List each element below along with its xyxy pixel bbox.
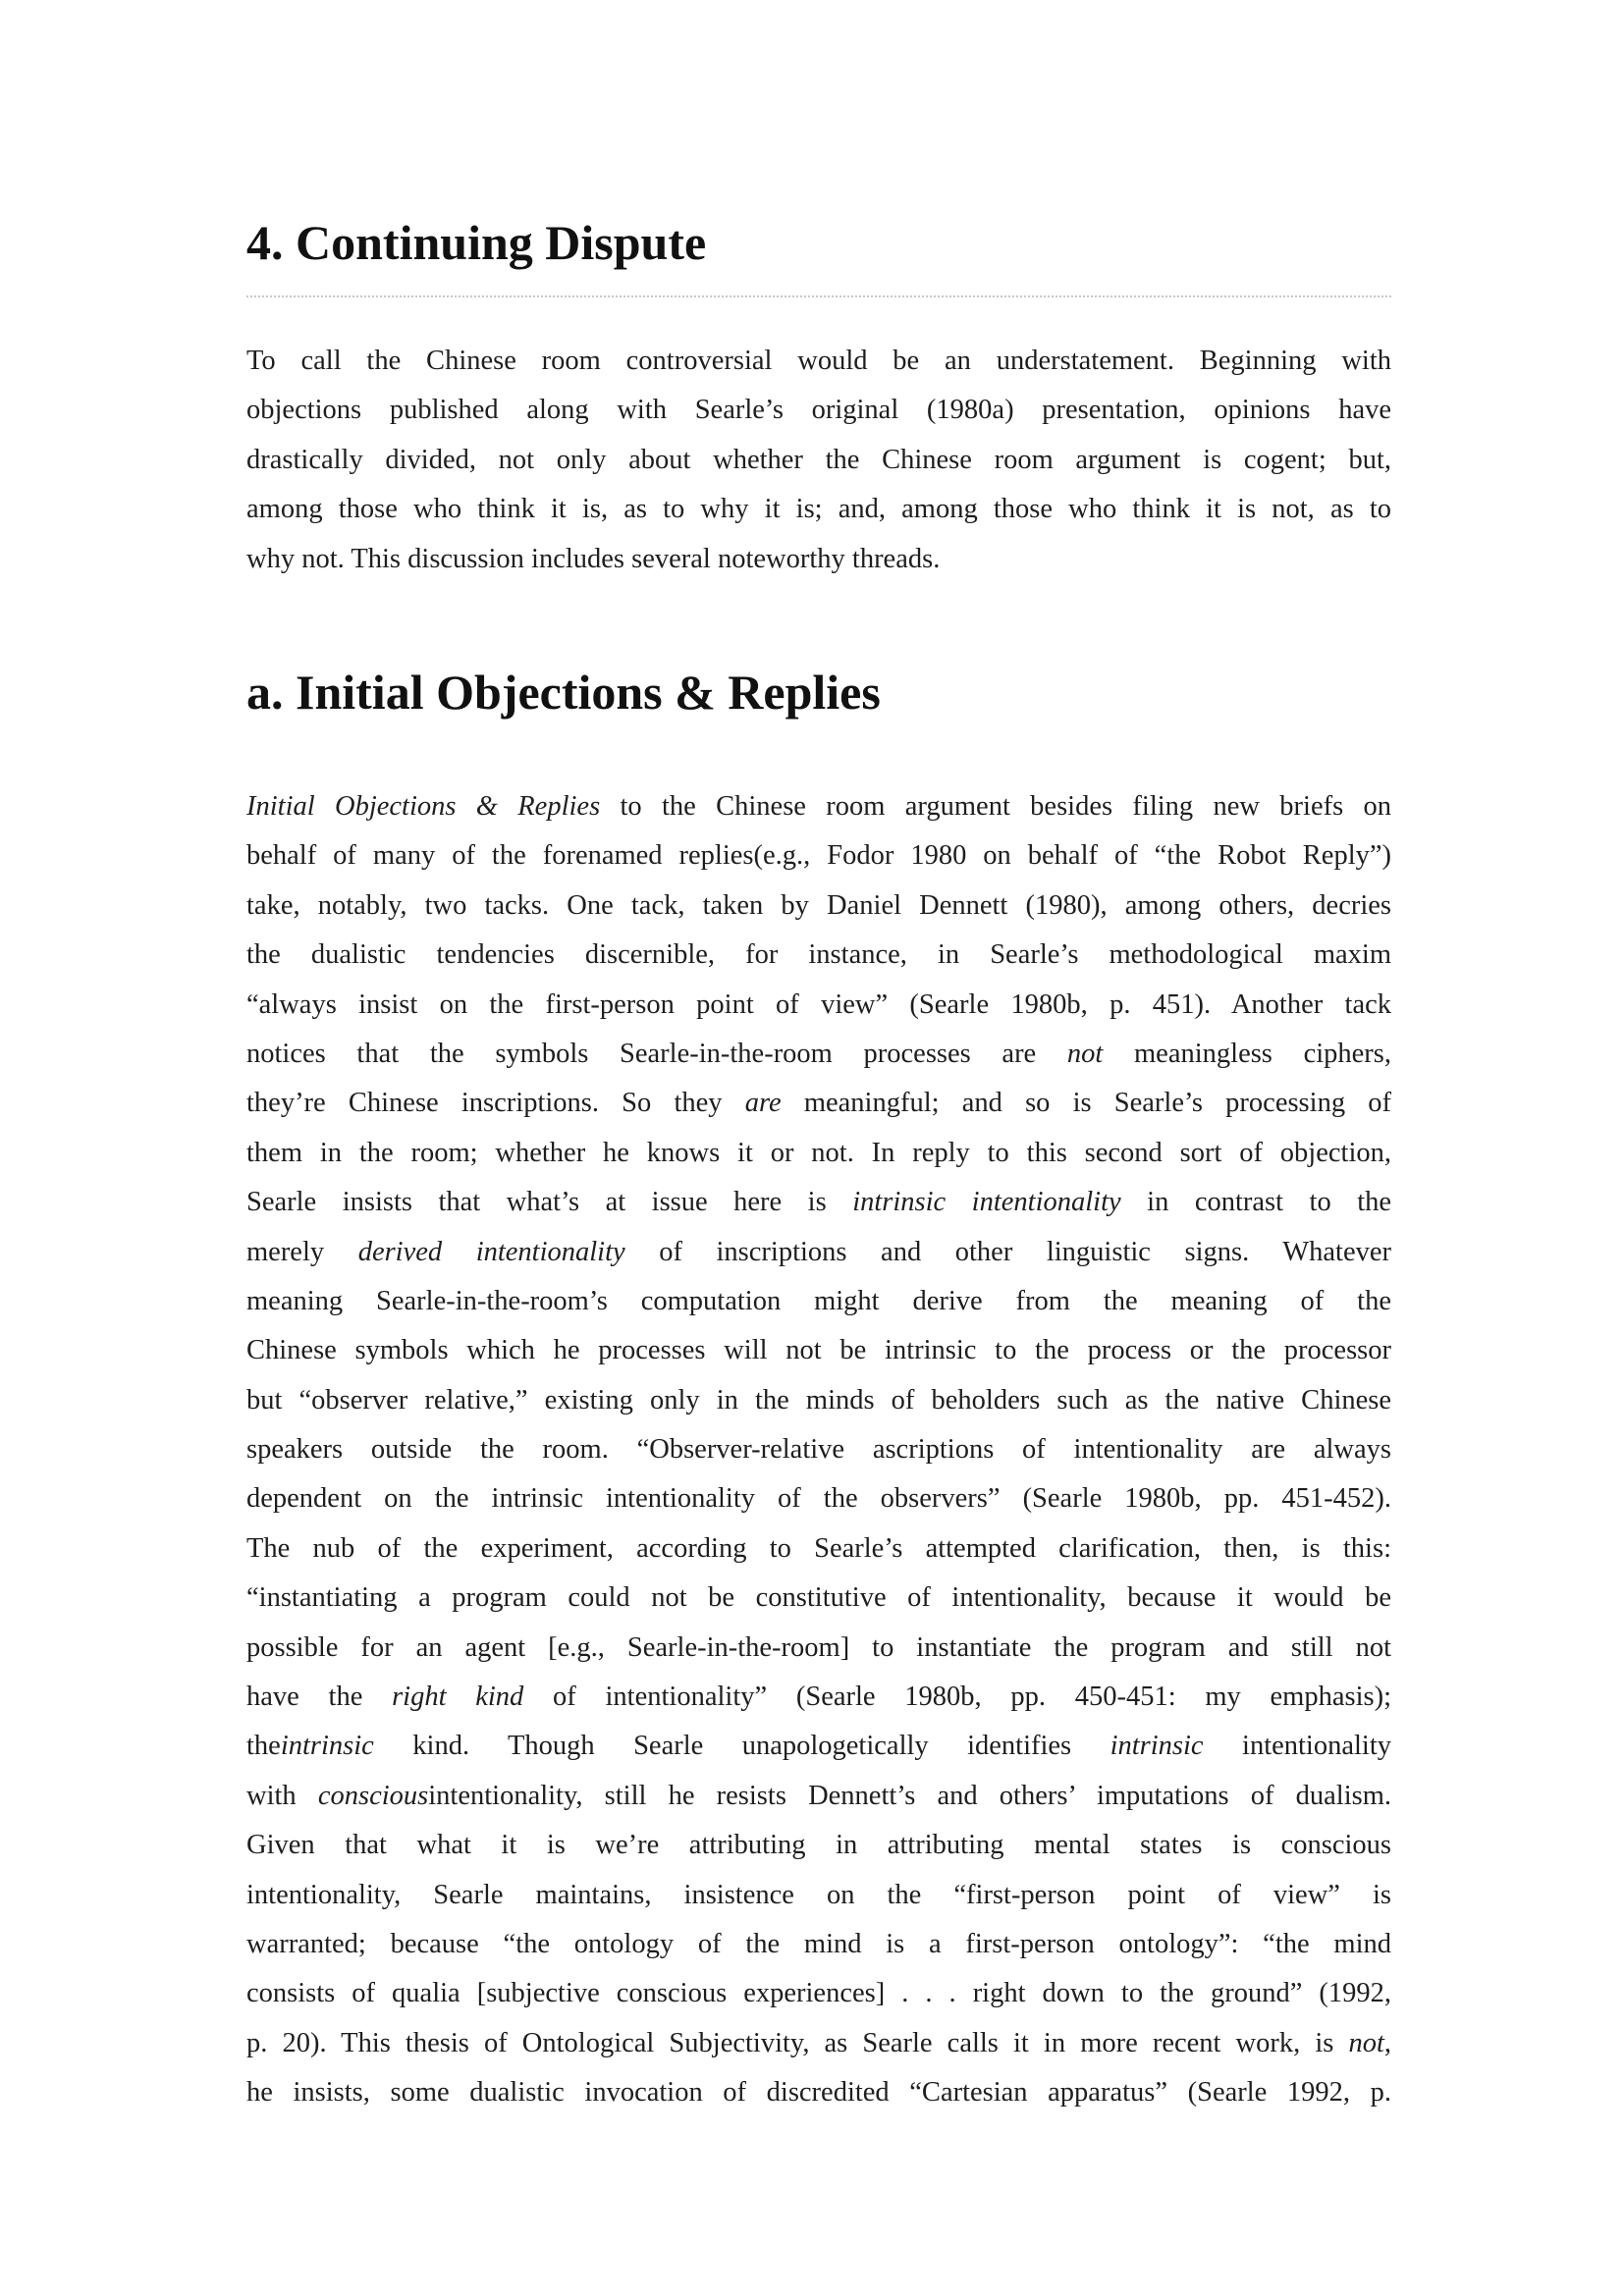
text-run: intentionality, Searle maintains, insistence on the “first-person point of view” is — [246, 1879, 1391, 1910]
italic-text: intrinsic intentionality — [852, 1187, 1121, 1218]
text-run: p. 20). This thesis of Ontological Subjectivity, as Searle calls it in more recent work, is — [246, 2027, 1349, 2058]
text-run: among those who think it is, as to why it is; and, among those who think it is not, as to — [246, 494, 1391, 525]
text-line — [246, 881, 1391, 931]
italic-text: are — [744, 1088, 782, 1119]
text-run: intentionality, still he resists Dennett’s and others’ imputations of dualism. — [428, 1780, 1391, 1811]
text-run: Given that what it is we’re attributing in attributing mental states is conscious — [246, 1830, 1391, 1861]
text-run: to the Chinese room argument besides filing new briefs on — [600, 791, 1391, 822]
text-line — [246, 1722, 1391, 1771]
intro-paragraph — [246, 337, 1391, 584]
italic-text: intrinsic — [280, 1731, 374, 1762]
text-line — [246, 1030, 1391, 1079]
text-run: kind. Though Searle unapologetically identifies — [373, 1731, 1110, 1762]
text-line — [246, 386, 1391, 435]
italic-text: not — [1348, 2027, 1384, 2058]
text-line — [246, 535, 1391, 584]
text-run: speakers outside the room. “Observer-relative ascriptions of intentionality are always — [246, 1434, 1391, 1466]
text-line — [246, 1821, 1391, 1870]
text-line — [246, 337, 1391, 386]
text-run: have the — [246, 1682, 393, 1713]
heading-divider — [246, 295, 1391, 297]
text-line — [246, 1624, 1391, 1673]
text-run: they’re Chinese inscriptions. So they — [246, 1088, 745, 1119]
text-run: “instantiating a program could not be constitutive of intentionality, because it would be — [246, 1582, 1391, 1614]
text-run: meaningful; and so is Searle’s processing of — [781, 1088, 1391, 1119]
text-line — [246, 1277, 1391, 1326]
text-run: dependent on the intrinsic intentionality of the observers” (Searle 1980b, pp. 451-452). — [246, 1483, 1391, 1515]
text-run: notices that the symbols Searle-in-the-room processes are — [246, 1038, 1067, 1069]
text-line — [246, 2068, 1391, 2117]
italic-text: not — [1066, 1038, 1104, 1069]
text-run: take, notably, two tacks. One tack, taken by Daniel Dennett (1980), among others, decries — [246, 889, 1391, 921]
text-line — [246, 1969, 1391, 2018]
text-run: The nub of the experiment, according to Searle’s attempted clarification, then, is this: — [246, 1532, 1391, 1564]
text-run: meaning Searle-in-the-room’s computation might derive from the meaning of the — [246, 1285, 1391, 1316]
text-line — [246, 1772, 1391, 1821]
text-line — [246, 1920, 1391, 1969]
text-run: warranted; because “the ontology of the mind is a first-person ontology”: “the mind — [246, 1928, 1391, 1959]
text-run: consists of qualia [subjective conscious experiences] . . . right down to the ground” (1992, — [246, 1978, 1391, 2009]
text-run: with — [246, 1780, 318, 1811]
italic-text: intrinsic — [1110, 1731, 1204, 1762]
text-line — [246, 981, 1391, 1030]
text-line — [246, 1326, 1391, 1375]
text-run: behalf of many of the forenamed replies(e.g., Fodor 1980 on behalf of “the Robot Reply”) — [246, 840, 1391, 872]
text-run: Chinese symbols which he processes will not be intrinsic to the process or the processor — [246, 1335, 1391, 1366]
text-run: “always insist on the first-person point of view” (Searle 1980b, p. 451). Another tack — [246, 988, 1391, 1020]
text-run: of inscriptions and other linguistic signs. Whatever — [624, 1236, 1391, 1267]
text-line — [246, 436, 1391, 485]
text-line — [246, 2019, 1391, 2068]
text-line — [246, 1871, 1391, 1920]
text-line — [246, 1425, 1391, 1474]
body-paragraph — [246, 782, 1391, 2118]
text-line — [246, 831, 1391, 881]
text-line — [246, 1228, 1391, 1277]
text-line — [246, 1474, 1391, 1523]
subsection-heading: a. Initial Objections & Replies — [246, 665, 881, 720]
text-run: To call the Chinese room controversial would be an understatement. Beginning with — [246, 346, 1391, 376]
text-line — [246, 1574, 1391, 1623]
text-run: objections published along with Searle’s original (1980a) presentation, opinions have — [246, 395, 1391, 426]
text-run: of intentionality” (Searle 1980b, pp. 450-451: my emphasis); — [523, 1682, 1392, 1713]
section-heading: 4. Continuing Dispute — [246, 215, 707, 270]
text-line — [246, 1376, 1391, 1425]
italic-text: derived intentionality — [357, 1236, 625, 1267]
text-run: merely — [246, 1236, 358, 1267]
italic-text: conscious — [317, 1780, 429, 1811]
text-line — [246, 782, 1391, 831]
text-run: but “observer relative,” existing only in the minds of beholders such as the native Chinese — [246, 1384, 1391, 1415]
text-line — [246, 931, 1391, 980]
italic-text: Initial Objections & Replies — [246, 791, 601, 822]
text-line — [246, 485, 1391, 534]
italic-text: right kind — [392, 1682, 524, 1713]
text-run: the dualistic tendencies discernible, for instance, in Searle’s methodological maxim — [246, 939, 1391, 971]
text-run: the — [246, 1731, 281, 1762]
text-line — [246, 1178, 1391, 1227]
text-line — [246, 1524, 1391, 1574]
text-run: why not. This discussion includes several noteworthy threads. — [246, 543, 941, 574]
text-run: them in the room; whether he knows it or not. In reply to this second sort of objection, — [246, 1137, 1391, 1168]
text-line — [246, 1673, 1391, 1722]
text-run: in contrast to the — [1120, 1187, 1392, 1218]
text-run: possible for an agent [e.g., Searle-in-the-room] to instantiate the program and still not — [246, 1631, 1391, 1663]
text-line — [246, 1079, 1391, 1128]
text-run: , — [1383, 2027, 1391, 2058]
text-run: he insists, some dualistic invocation of discredited “Cartesian apparatus” (Searle 1992, p. — [246, 2077, 1391, 2109]
text-line — [246, 1129, 1391, 1178]
text-run: drastically divided, not only about whether the Chinese room argument is cogent; but, — [246, 444, 1391, 475]
text-run: meaningless ciphers, — [1103, 1038, 1391, 1069]
text-run: Searle insists that what’s at issue here is — [246, 1187, 853, 1218]
text-run: intentionality — [1203, 1731, 1392, 1762]
